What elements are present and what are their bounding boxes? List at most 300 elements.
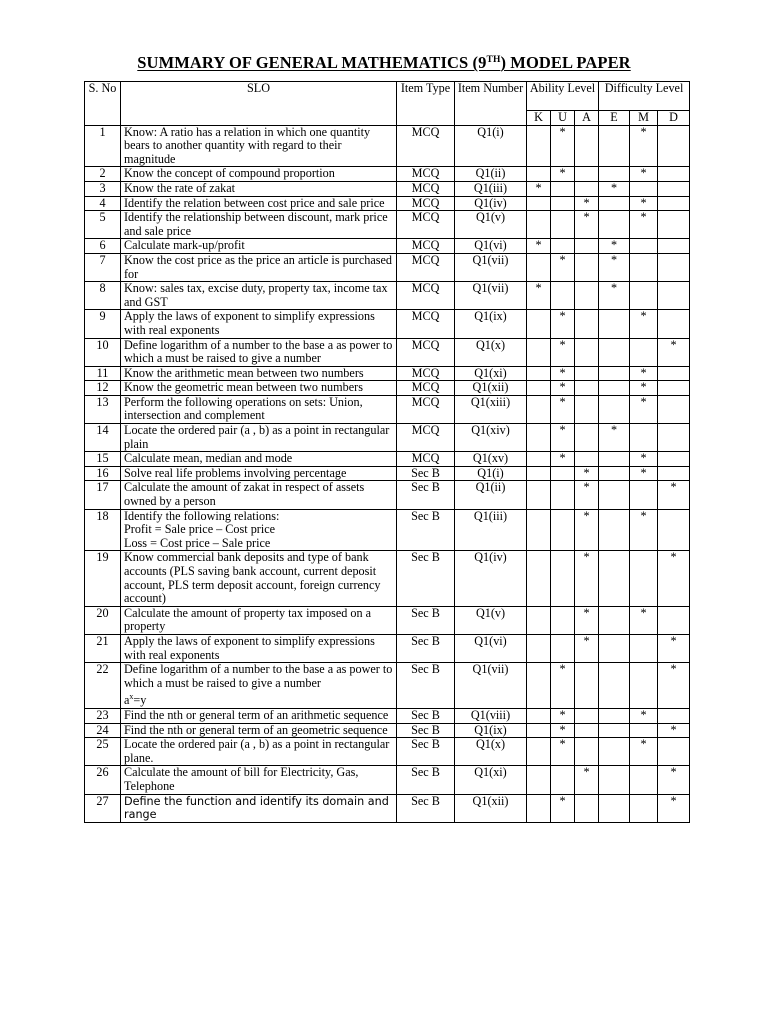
- row-number: 9: [85, 310, 121, 338]
- slo-line: Know: A ratio has a relation in which one quantity bears to another quantity with regard to their magnitude: [124, 125, 371, 166]
- row-number: 24: [85, 723, 121, 738]
- level-u-cell: [551, 196, 575, 211]
- level-e-cell: [599, 509, 630, 551]
- level-a-cell: [575, 709, 599, 724]
- level-d-cell: *: [658, 551, 690, 606]
- header-item-type: Item Type: [397, 82, 455, 126]
- level-k-cell: [527, 381, 551, 396]
- level-k-cell: *: [527, 181, 551, 196]
- item-number: Q1(iii): [455, 509, 527, 551]
- row-number: 17: [85, 481, 121, 509]
- level-m-cell: [630, 663, 658, 709]
- row-number: 1: [85, 125, 121, 167]
- slo-line: Perform the following operations on sets: Union, intersection and complement: [124, 395, 363, 423]
- item-type: MCQ: [397, 167, 455, 182]
- level-d-cell: [658, 366, 690, 381]
- table-row: [85, 606, 690, 634]
- slo-line: Locate the ordered pair (a , b) as a point in rectangular plain: [124, 423, 390, 451]
- slo-line: Calculate the amount of bill for Electricity, Gas, Telephone: [124, 765, 359, 793]
- slo-line: Define logarithm of a number to the base a as power to which a must be raised to give a number: [124, 662, 393, 690]
- row-number: 10: [85, 338, 121, 366]
- slo-text: [121, 634, 397, 662]
- item-type: Sec B: [397, 551, 455, 606]
- slo-text: [121, 167, 397, 182]
- level-d-cell: [658, 125, 690, 167]
- level-k-cell: [527, 723, 551, 738]
- level-d-cell: [658, 211, 690, 239]
- slo-line: Identify the following relations:: [124, 509, 280, 523]
- level-d-cell: [658, 253, 690, 281]
- level-e-cell: *: [599, 424, 630, 452]
- row-number: 26: [85, 766, 121, 794]
- item-type: MCQ: [397, 424, 455, 452]
- page-title: SUMMARY OF GENERAL MATHEMATICS (9TH) MODEL PAPER: [137, 53, 631, 72]
- row-number: 12: [85, 381, 121, 396]
- level-m-cell: *: [630, 381, 658, 396]
- level-d-cell: *: [658, 766, 690, 794]
- level-d-cell: [658, 738, 690, 766]
- item-number: Q1(viii): [455, 709, 527, 724]
- item-type: Sec B: [397, 606, 455, 634]
- level-a-cell: *: [575, 551, 599, 606]
- item-type: Sec B: [397, 709, 455, 724]
- row-number: 22: [85, 663, 121, 709]
- level-m-cell: *: [630, 125, 658, 167]
- row-number: 6: [85, 239, 121, 254]
- slo-line: Locate the ordered pair (a , b) as a point in rectangular plane.: [124, 737, 390, 765]
- level-e-cell: [599, 196, 630, 211]
- slo-formula: [124, 690, 394, 708]
- level-d-cell: *: [658, 481, 690, 509]
- header-item-number: Item Number: [455, 82, 527, 126]
- level-m-cell: *: [630, 395, 658, 423]
- level-a-cell: *: [575, 606, 599, 634]
- level-a-cell: [575, 125, 599, 167]
- level-k-cell: [527, 167, 551, 182]
- item-type: MCQ: [397, 181, 455, 196]
- item-type: Sec B: [397, 738, 455, 766]
- level-d-cell: *: [658, 634, 690, 662]
- table-row: [85, 738, 690, 766]
- level-u-cell: [551, 634, 575, 662]
- level-u-cell: [551, 481, 575, 509]
- table-row: [85, 338, 690, 366]
- level-m-cell: [630, 634, 658, 662]
- table-row: [85, 181, 690, 196]
- level-e-cell: [599, 466, 630, 481]
- level-e-cell: [599, 794, 630, 822]
- header-u: U: [551, 111, 575, 126]
- table-row: [85, 395, 690, 423]
- table-row: [85, 709, 690, 724]
- slo-line: Calculate mean, median and mode: [124, 451, 293, 466]
- level-d-cell: [658, 282, 690, 310]
- level-k-cell: [527, 366, 551, 381]
- level-u-cell: [551, 282, 575, 310]
- level-e-cell: [599, 366, 630, 381]
- slo-line: Know: sales tax, excise duty, property tax, income tax and GST: [124, 281, 388, 309]
- level-m-cell: *: [630, 167, 658, 182]
- slo-text: [121, 211, 397, 239]
- slo-line: Define the function and identify its domain and range: [124, 794, 389, 822]
- header-m: M: [630, 111, 658, 126]
- header-k: K: [527, 111, 551, 126]
- level-m-cell: [630, 253, 658, 281]
- level-d-cell: [658, 310, 690, 338]
- level-m-cell: [630, 766, 658, 794]
- slo-subline: Profit = Sale price – Cost price: [124, 522, 276, 537]
- table-row: [85, 634, 690, 662]
- level-u-cell: [551, 766, 575, 794]
- row-number: 5: [85, 211, 121, 239]
- level-e-cell: [599, 167, 630, 182]
- level-a-cell: [575, 310, 599, 338]
- item-number: Q1(xii): [455, 794, 527, 822]
- slo-text: [121, 452, 397, 467]
- item-type: Sec B: [397, 466, 455, 481]
- level-d-cell: [658, 424, 690, 452]
- level-k-cell: [527, 253, 551, 281]
- row-number: 4: [85, 196, 121, 211]
- level-a-cell: [575, 723, 599, 738]
- item-number: Q1(xi): [455, 366, 527, 381]
- level-m-cell: *: [630, 509, 658, 551]
- level-k-cell: [527, 196, 551, 211]
- level-d-cell: [658, 466, 690, 481]
- row-number: 27: [85, 794, 121, 822]
- level-a-cell: *: [575, 481, 599, 509]
- level-a-cell: [575, 663, 599, 709]
- slo-line: Know the rate of zakat: [124, 181, 235, 195]
- item-number: Q1(xi): [455, 766, 527, 794]
- table-row: [85, 663, 690, 709]
- level-u-cell: *: [551, 338, 575, 366]
- level-d-cell: [658, 196, 690, 211]
- level-u-cell: *: [551, 366, 575, 381]
- item-type: Sec B: [397, 794, 455, 822]
- level-k-cell: [527, 709, 551, 724]
- header-ability-level: Ability Level: [527, 82, 599, 111]
- level-u-cell: *: [551, 424, 575, 452]
- level-d-cell: [658, 452, 690, 467]
- row-number: 15: [85, 452, 121, 467]
- table-row: [85, 766, 690, 794]
- row-number: 3: [85, 181, 121, 196]
- row-number: 7: [85, 253, 121, 281]
- level-u-cell: *: [551, 395, 575, 423]
- level-d-cell: [658, 167, 690, 182]
- item-number: Q1(xiv): [455, 424, 527, 452]
- level-d-cell: *: [658, 723, 690, 738]
- slo-text: [121, 723, 397, 738]
- level-e-cell: [599, 310, 630, 338]
- row-number: 21: [85, 634, 121, 662]
- formula-rest: =y: [133, 693, 147, 708]
- level-d-cell: [658, 709, 690, 724]
- level-u-cell: *: [551, 310, 575, 338]
- table-row: [85, 481, 690, 509]
- level-m-cell: *: [630, 709, 658, 724]
- level-m-cell: *: [630, 211, 658, 239]
- level-m-cell: *: [630, 310, 658, 338]
- level-a-cell: [575, 794, 599, 822]
- level-a-cell: [575, 181, 599, 196]
- row-number: 23: [85, 709, 121, 724]
- item-number: Q1(ii): [455, 167, 527, 182]
- level-e-cell: [599, 738, 630, 766]
- slo-text: [121, 381, 397, 396]
- slo-text: [121, 282, 397, 310]
- level-e-cell: *: [599, 181, 630, 196]
- table-row: [85, 551, 690, 606]
- level-k-cell: [527, 606, 551, 634]
- table-row: [85, 167, 690, 182]
- level-e-cell: [599, 481, 630, 509]
- level-u-cell: [551, 551, 575, 606]
- level-a-cell: [575, 395, 599, 423]
- item-number: Q1(vii): [455, 663, 527, 709]
- slo-text: [121, 125, 397, 167]
- level-m-cell: [630, 424, 658, 452]
- level-e-cell: [599, 125, 630, 167]
- level-e-cell: [599, 634, 630, 662]
- table-row: [85, 466, 690, 481]
- row-number: 25: [85, 738, 121, 766]
- formula-base: a: [124, 693, 130, 708]
- table-row: [85, 424, 690, 452]
- slo-text: [121, 606, 397, 634]
- level-u-cell: [551, 466, 575, 481]
- slo-line: Calculate the amount of zakat in respect of assets owned by a person: [124, 480, 365, 509]
- item-type: MCQ: [397, 366, 455, 381]
- level-e-cell: [599, 338, 630, 366]
- item-type: MCQ: [397, 211, 455, 239]
- item-number: Q1(x): [455, 738, 527, 766]
- slo-text: [121, 794, 397, 822]
- level-u-cell: [551, 239, 575, 254]
- level-m-cell: [630, 181, 658, 196]
- level-e-cell: [599, 663, 630, 709]
- level-k-cell: [527, 663, 551, 709]
- level-u-cell: *: [551, 253, 575, 281]
- slo-text: [121, 766, 397, 794]
- slo-line: Solve real life problems involving percentage: [124, 466, 347, 480]
- slo-text: [121, 310, 397, 338]
- table-row: [85, 211, 690, 239]
- item-number: Q1(ii): [455, 481, 527, 509]
- level-a-cell: [575, 282, 599, 310]
- level-m-cell: *: [630, 366, 658, 381]
- slo-line: Find the nth or general term of an geometric sequence: [124, 723, 388, 737]
- level-m-cell: *: [630, 196, 658, 211]
- table-row: [85, 452, 690, 467]
- level-e-cell: *: [599, 282, 630, 310]
- table-row: [85, 239, 690, 254]
- level-m-cell: *: [630, 452, 658, 467]
- level-a-cell: [575, 338, 599, 366]
- row-number: 13: [85, 395, 121, 423]
- slo-text: [121, 481, 397, 509]
- table-row: [85, 196, 690, 211]
- level-k-cell: [527, 125, 551, 167]
- row-number: 11: [85, 366, 121, 381]
- level-a-cell: *: [575, 211, 599, 239]
- row-number: 2: [85, 167, 121, 182]
- level-u-cell: [551, 211, 575, 239]
- level-m-cell: [630, 239, 658, 254]
- level-u-cell: *: [551, 738, 575, 766]
- level-k-cell: [527, 395, 551, 423]
- level-a-cell: [575, 239, 599, 254]
- item-type: MCQ: [397, 239, 455, 254]
- header-e: E: [599, 111, 630, 126]
- level-e-cell: [599, 606, 630, 634]
- item-number: Q1(v): [455, 211, 527, 239]
- table-row: [85, 310, 690, 338]
- level-a-cell: *: [575, 466, 599, 481]
- level-k-cell: [527, 738, 551, 766]
- level-d-cell: *: [658, 663, 690, 709]
- level-e-cell: [599, 766, 630, 794]
- header-sno: S. No: [85, 82, 121, 126]
- item-type: Sec B: [397, 723, 455, 738]
- level-d-cell: [658, 381, 690, 396]
- slo-line: Know the cost price as the price an article is purchased for: [124, 253, 393, 281]
- item-number: Q1(v): [455, 606, 527, 634]
- level-u-cell: *: [551, 452, 575, 467]
- level-a-cell: *: [575, 634, 599, 662]
- header-a: A: [575, 111, 599, 126]
- slo-text: [121, 424, 397, 452]
- item-type: MCQ: [397, 282, 455, 310]
- level-a-cell: [575, 253, 599, 281]
- slo-text: [121, 196, 397, 211]
- level-a-cell: [575, 167, 599, 182]
- table-row: [85, 794, 690, 822]
- table-row: [85, 125, 690, 167]
- level-k-cell: [527, 424, 551, 452]
- level-a-cell: [575, 366, 599, 381]
- item-number: Q1(ix): [455, 310, 527, 338]
- level-u-cell: *: [551, 125, 575, 167]
- level-m-cell: [630, 338, 658, 366]
- table-row: [85, 381, 690, 396]
- level-e-cell: [599, 551, 630, 606]
- level-k-cell: [527, 634, 551, 662]
- level-m-cell: [630, 794, 658, 822]
- item-number: Q1(vii): [455, 253, 527, 281]
- item-type: Sec B: [397, 481, 455, 509]
- level-e-cell: [599, 723, 630, 738]
- slo-text: [121, 509, 397, 551]
- item-number: Q1(vii): [455, 282, 527, 310]
- row-number: 8: [85, 282, 121, 310]
- level-a-cell: [575, 452, 599, 467]
- item-type: Sec B: [397, 634, 455, 662]
- level-a-cell: [575, 424, 599, 452]
- item-number: Q1(xv): [455, 452, 527, 467]
- row-number: 20: [85, 606, 121, 634]
- slo-subline: Loss = Cost price – Sale price: [124, 535, 271, 550]
- level-d-cell: [658, 239, 690, 254]
- slo-text: [121, 366, 397, 381]
- item-number: Q1(x): [455, 338, 527, 366]
- slo-line: Know the concept of compound proportion: [124, 166, 335, 181]
- level-u-cell: [551, 181, 575, 196]
- level-m-cell: [630, 723, 658, 738]
- level-k-cell: [527, 452, 551, 467]
- level-a-cell: [575, 381, 599, 396]
- level-d-cell: [658, 606, 690, 634]
- level-k-cell: [527, 551, 551, 606]
- header-slo: SLO: [121, 82, 397, 126]
- level-a-cell: *: [575, 766, 599, 794]
- level-e-cell: *: [599, 239, 630, 254]
- item-number: Q1(vi): [455, 239, 527, 254]
- slo-text: [121, 466, 397, 481]
- level-u-cell: [551, 509, 575, 551]
- level-a-cell: *: [575, 509, 599, 551]
- level-k-cell: [527, 794, 551, 822]
- item-type: MCQ: [397, 253, 455, 281]
- item-number: Q1(i): [455, 466, 527, 481]
- level-m-cell: *: [630, 738, 658, 766]
- slo-text: [121, 395, 397, 423]
- item-number: Q1(xiii): [455, 395, 527, 423]
- item-number: Q1(xii): [455, 381, 527, 396]
- row-number: 18: [85, 509, 121, 551]
- level-k-cell: [527, 211, 551, 239]
- row-number: 19: [85, 551, 121, 606]
- item-type: MCQ: [397, 125, 455, 167]
- slo-line: Know the arithmetic mean between two numbers: [124, 366, 364, 380]
- level-e-cell: [599, 452, 630, 467]
- slo-line: Apply the laws of exponent to simplify expressions with real exponents: [124, 634, 375, 662]
- level-e-cell: [599, 395, 630, 423]
- slo-line: Find the nth or general term of an arithmetic sequence: [124, 708, 389, 722]
- slo-line: Calculate the amount of property tax imposed on a property: [124, 606, 372, 634]
- level-d-cell: [658, 395, 690, 423]
- slo-text: [121, 338, 397, 366]
- item-number: Q1(ix): [455, 723, 527, 738]
- table-row: [85, 509, 690, 551]
- slo-line: Calculate mark-up/profit: [124, 238, 245, 253]
- level-d-cell: [658, 181, 690, 196]
- level-k-cell: *: [527, 282, 551, 310]
- slo-text: [121, 551, 397, 606]
- level-u-cell: *: [551, 709, 575, 724]
- slo-text: [121, 663, 397, 709]
- slo-line: Identify the relationship between discount, mark price and sale price: [124, 210, 388, 238]
- slo-line: Know the geometric mean between two numbers: [124, 380, 363, 395]
- slo-line: Identify the relation between cost price and sale price: [124, 196, 385, 210]
- slo-text: [121, 253, 397, 281]
- level-u-cell: *: [551, 381, 575, 396]
- item-type: Sec B: [397, 663, 455, 709]
- table-row: [85, 366, 690, 381]
- level-k-cell: [527, 509, 551, 551]
- level-u-cell: *: [551, 794, 575, 822]
- level-k-cell: [527, 481, 551, 509]
- item-number: Q1(vi): [455, 634, 527, 662]
- level-m-cell: [630, 282, 658, 310]
- level-u-cell: *: [551, 663, 575, 709]
- level-k-cell: *: [527, 239, 551, 254]
- level-e-cell: [599, 211, 630, 239]
- item-type: MCQ: [397, 338, 455, 366]
- header-d: D: [658, 111, 690, 126]
- item-type: MCQ: [397, 381, 455, 396]
